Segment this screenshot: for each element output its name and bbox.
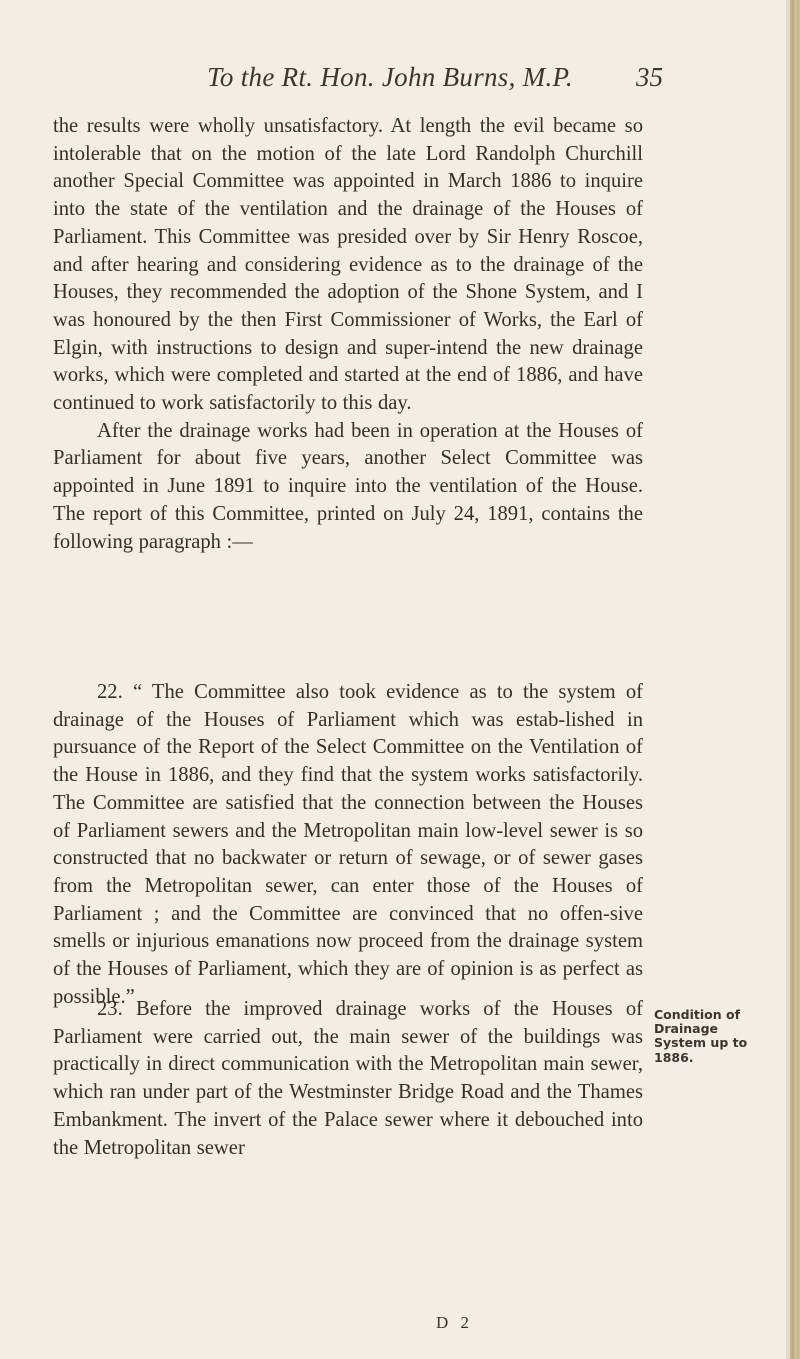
margin-note: [654, 1008, 774, 1065]
margin-note-line: Condition of: [654, 1007, 741, 1022]
paragraph-1: the results were wholly unsatisfactory. At length the evil became so intolerable that on the motion of the late Lord Randolph Churchill another Special Committee was appointed in March 1886 to inquire into the state of the ventilation and the drainage of the Houses of Parliament. This Committee was presided over by Sir Henry Roscoe, and after hearing and considering evidence as to the drainage of the Houses, they recommended the adoption of the Shone System, and I was honoured by the then First Commissioner of Works, the Earl of Elgin, with instructions to design and super-intend the new drainage works, which were completed and started at the end of 1886, and have continued to work satisfactorily to this day.: [53, 115, 643, 415]
paragraph-4: 23. Before the improved drainage works of the Houses of Parliament were carried out, the main sewer of the buildings was practically in direct communication with the Metropolitan main sewer, which ran under part of the Westminster Bridge Road and the Thames Embankment. The invert of the Palace sewer where it debouched into the Metropolitan sewer: [53, 998, 643, 1159]
running-head: To the Rt. Hon. John Burns, M.P.: [207, 62, 573, 92]
margin-note-line: 1886.: [654, 1049, 694, 1065]
page-number: 35: [636, 62, 663, 92]
margin-note-line: System up to: [654, 1035, 748, 1051]
margin-note-line: Drainage: [654, 1021, 719, 1037]
body-text-block-1: [53, 113, 643, 556]
signature-mark: D 2: [436, 1313, 474, 1332]
quoted-paragraph-22: [53, 679, 643, 1011]
body-text-block-3: [53, 996, 643, 1162]
paragraph-3: 22. “ The Committee also took evidence as to the system of drainage of the Houses of Parliament which was estab-lished in pursuance of the Report of the Select Committee on the Ventilation of the House in 1886, and they find that the system works satisfactorily. The Committee are satisfied that the connection between the Houses of Parliament sewers and the Metropolitan main low-level sewer is so constructed that no backwater or return of sewage, or of sewer gases from the Metropolitan sewer, can enter those of the Houses of Parliament ; and the Committee are convinced that no offen-sive smells or injurious emanations now proceed from the drainage system of the Houses of Parliament, which they are of opinion is as perfect as possible.”: [53, 681, 643, 1008]
paragraph-2: After the drainage works had been in operation at the Houses of Parliament for about five years, another Select Committee was appointed in June 1891 to inquire into the ventilation of the House. The report of this Committee, printed on July 24, 1891, contains the following paragraph :—: [53, 419, 643, 553]
book-edge: [790, 0, 800, 1359]
